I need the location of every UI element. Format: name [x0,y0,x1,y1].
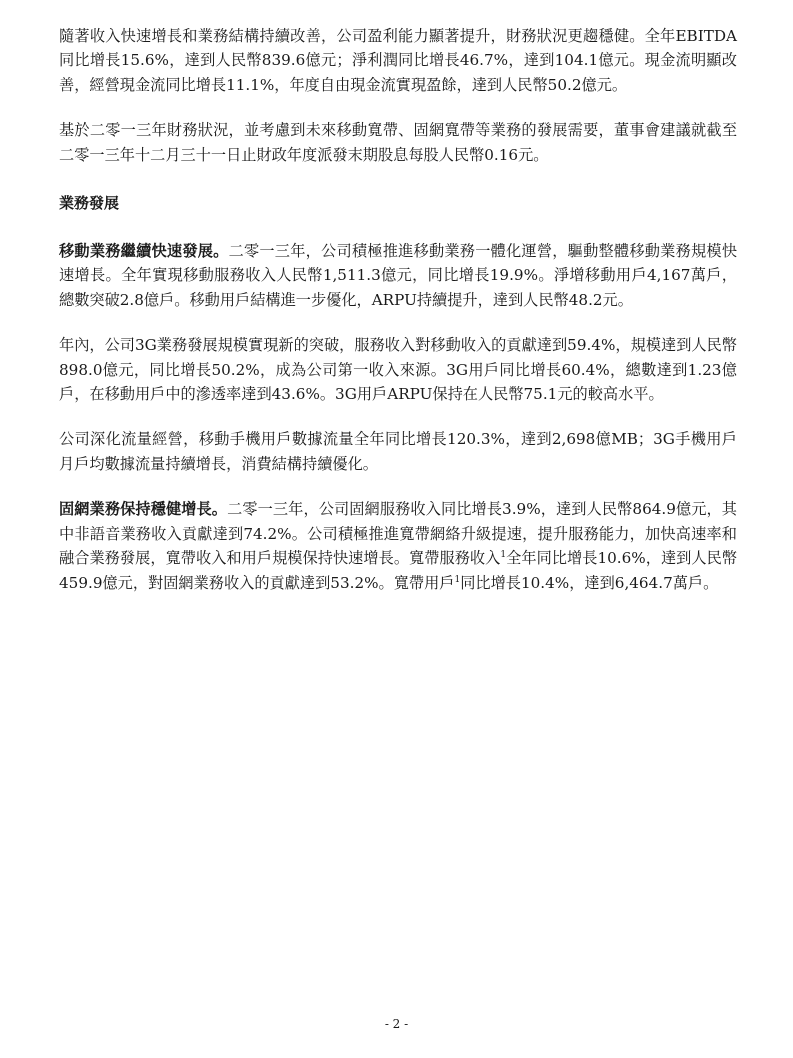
paragraph-fixed-line-business [59,497,737,595]
fixed-lead-heading: 固網業務保持穩健增長。 [59,500,228,519]
footnote-marker-2: 1 [454,574,461,585]
fixed-body-text-3: 同比增長10.4%，達到6,464.7萬戶。 [460,573,719,592]
page-number: - 2 - [384,1017,409,1031]
paragraph-data-traffic: 公司深化流量經營，移動手機用戶數據流量全年同比增長120.3%，達到2,698億MB；3G手機用戶月戶均數據流量持續增長，消費結構持續優化。 [59,430,737,473]
document-page [59,24,737,595]
section-heading-business-development: 業務發展 [59,194,120,213]
paragraph-dividend: 基於二零一三年財務狀況，並考慮到未來移動寬帶、固網寬帶等業務的發展需要，董事會建議就截至二零一三年十二月三十一日止財政年度派發末期股息每股人民幣0.16元。 [59,121,737,164]
footnote-marker-1: 1 [500,550,507,561]
paragraph-3g-business: 年內，公司3G業務發展規模實現新的突破，服務收入對移動收入的貢獻達到59.4%，規模達到人民幣898.0億元，同比增長50.2%，成為公司第一收入來源。3G用戶同比增長60.4%，總數達到1.23億戶，在移動用戶中的滲透率達到43.6%。3G用戶ARPU保持在人民幣75.1元的較高水平。 [59,336,737,404]
fixed-body-text-1: 二零一三年，公司固網服務收入同比增長3.9%，達到人民幣864.9億元，其中非語音業務收入貢獻達到74.2%。公司積極推進寬帶網絡升級提速，提升服務能力，加快高速率和融合業務發展，寬帶收入和用戶規模保持快速增長。寬帶服務收入 [59,500,737,568]
fixed-body-text-2: 全年同比增長10.6%，達到人民幣459.9億元，對固網業務收入的貢獻達到53.2%。寬帶用戶 [59,549,738,592]
mobile-lead-heading: 移動業務繼續快速發展。 [59,242,229,261]
paragraph-mobile-business [59,239,737,312]
paragraph-financial-results: 隨著收入快速增長和業務結構持續改善，公司盈利能力顯著提升，財務狀況更趨穩健。全年EBITDA同比增長15.6%，達到人民幣839.6億元；淨利潤同比增長46.7%，達到104.1億元。現金流明顯改善，經營現金流同比增長11.1%，年度自由現金流實現盈餘，達到人民幣50.2億元。 [59,27,737,94]
mobile-body-text: 二零一三年，公司積極推進移動業務一體化運營，驅動整體移動業務規模快速增長。全年實現移動服務收入人民幣1,511.3億元，同比增長19.9%。淨增移動用戶4,167萬戶，總數突破2.8億戶。移動用戶結構進一步優化，ARPU持續提升，達到人民幣48.2元。 [59,242,738,309]
